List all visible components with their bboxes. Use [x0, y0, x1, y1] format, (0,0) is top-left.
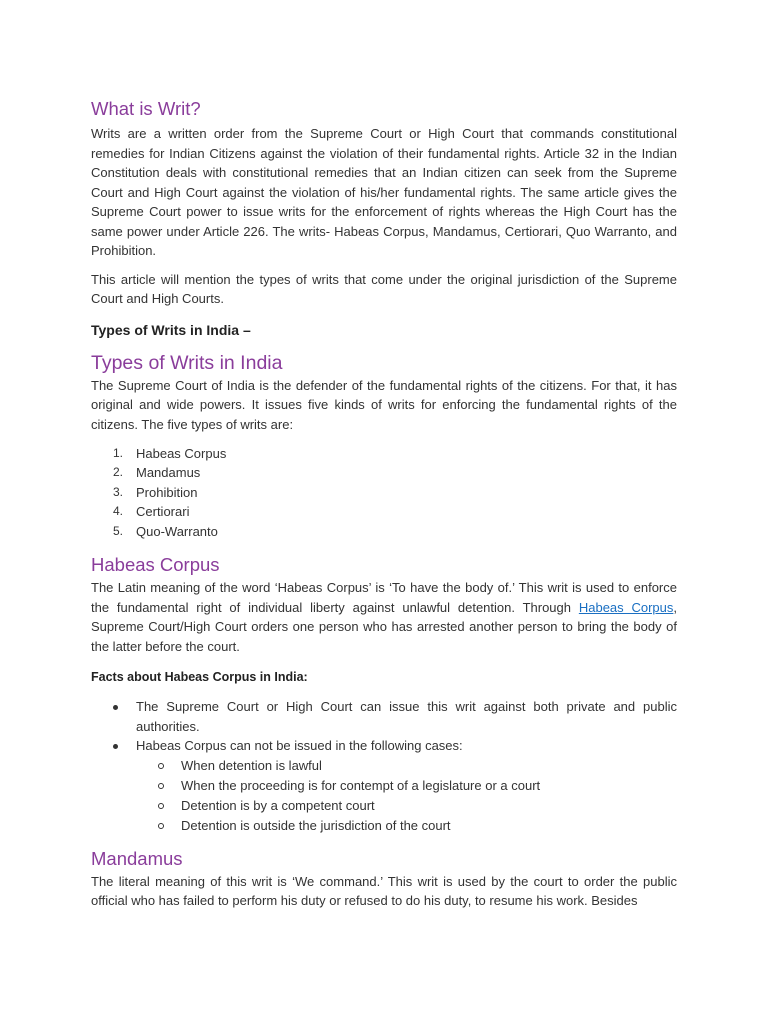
hollow-bullet-icon: [158, 783, 164, 789]
paragraph-mandamus: The literal meaning of this writ is ‘We command.’ This writ is used by the court to order the public official who has failed to perform his duty or refused to do his duty, to resume his work. Besides: [91, 873, 677, 909]
paragraph-habeas-corpus: The Latin meaning of the word ‘Habeas Corpus’ is ‘To have the body of.’ This writ is used to enforce the fundamental right of individual liberty against unlawful detention. Through Habeas Corpus, Supreme Court/High Court orders one person who has arrested another person to bring the body of the latter before the court.: [91, 580, 678, 654]
heading-habeas-corpus: Habeas Corpus: [91, 554, 220, 576]
heading-what-is-writ: What is Writ?: [91, 98, 201, 119]
list-item: 3. Prohibition: [113, 484, 198, 500]
bold-heading-types-of-writs: Types of Writs in India –: [91, 321, 251, 338]
list-item: Detention is outside the jurisdiction of the court: [136, 816, 677, 836]
bullet-icon: [113, 744, 118, 749]
habeas-corpus-link[interactable]: Habeas Corpus: [578, 599, 674, 615]
habeas-facts-list: [91, 697, 677, 836]
list-item: When the proceeding is for contempt of a legislature or a court: [136, 776, 677, 796]
list-item: 1. Habeas Corpus: [113, 446, 227, 461]
list-item: When detention is lawful: [136, 756, 677, 776]
bullet-icon: [113, 705, 118, 710]
writ-types-list: [91, 444, 677, 541]
hollow-bullet-icon: [158, 803, 164, 809]
hollow-bullet-icon: [158, 823, 164, 829]
hollow-bullet-icon: [158, 763, 164, 769]
list-item: 5. Quo-Warranto: [113, 523, 218, 539]
heading-mandamus: Mandamus: [91, 847, 183, 869]
list-item: Habeas Corpus can not be issued in the following cases: When detention is lawful When the proceeding is for contempt of a legislature or a court Detention is by a competent court Detention is outside the jurisdiction of the court: [91, 736, 677, 836]
facts-heading: Facts about Habeas Corpus in India:: [91, 670, 308, 685]
heading-types-of-writs: Types of Writs in India: [91, 351, 283, 374]
paragraph-writ-definition: Writs are a written order from the Supreme Court or High Court that commands constitutional remedies for Indian Citizens against the violation of their fundamental rights. Article 32 in the Indian Constitution deals with constitutional remedies that an Indian citizen can seek from the Supreme Court and High Court against the violation of his/her fundamental rights. The same article gives the Supreme Court power to issue writs for the enforcement of rights whereas the High Court has the same power under Article 226. The writs- Habeas Corpus, Mandamus, Certiorari, Quo Warranto, and Prohibition.: [91, 126, 677, 258]
list-item: 2. Mandamus: [113, 465, 201, 481]
habeas-exceptions-list: [136, 756, 677, 836]
list-item: The Supreme Court or High Court can issue this writ against both private and public authorities.: [91, 697, 677, 736]
list-item: 4. Certiorari: [113, 504, 190, 520]
list-item: Detention is by a competent court: [136, 796, 677, 816]
document-page: [91, 96, 677, 911]
paragraph-supreme-court-defender: The Supreme Court of India is the defender of the fundamental rights of the citizens. For that, it has original and wide powers. It issues five kinds of writs for enforcing the fundamental rights of the citizens. The five types of writs are:: [91, 377, 677, 432]
paragraph-article-mention: This article will mention the types of writs that come under the original jurisdiction of the Supreme Court and High Courts.: [91, 271, 677, 306]
